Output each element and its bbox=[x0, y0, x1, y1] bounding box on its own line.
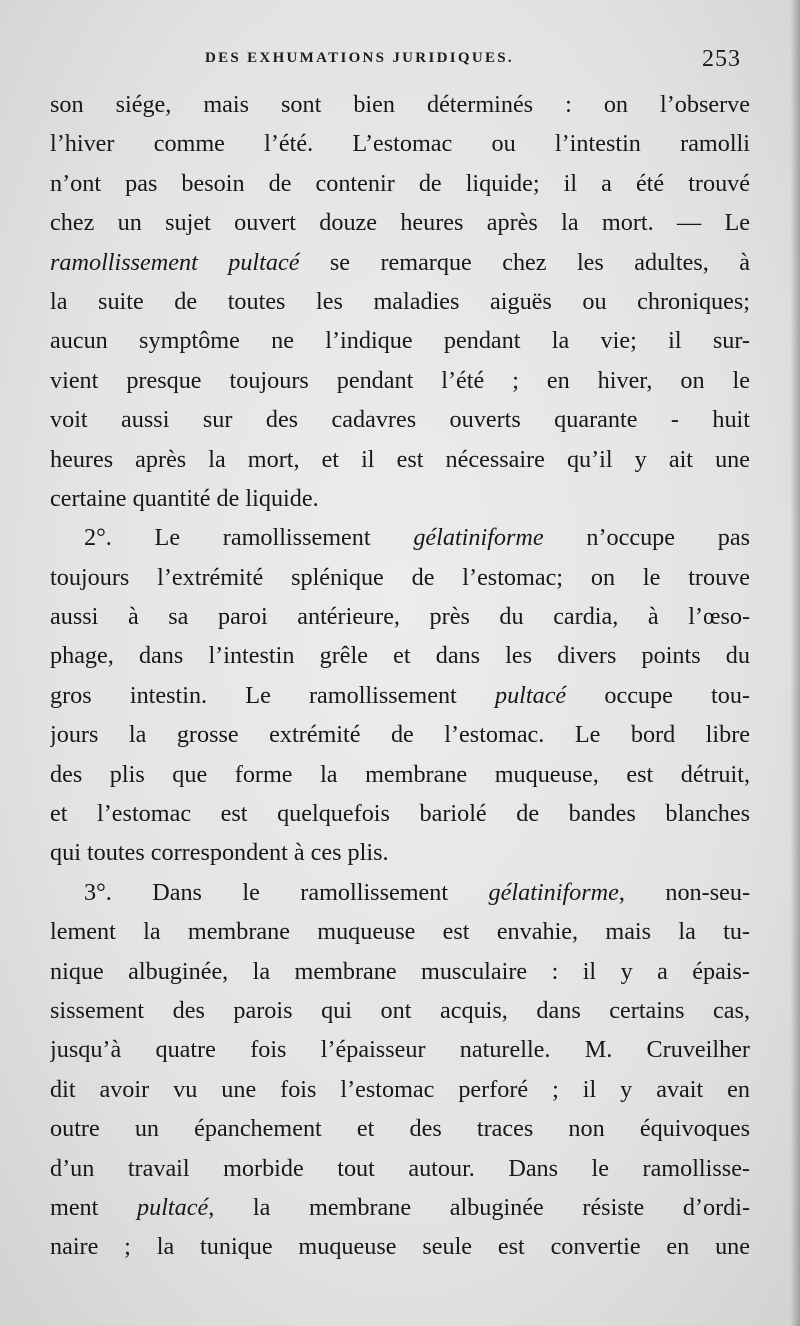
text-line bbox=[50, 124, 750, 163]
italic-text: gélatiniforme bbox=[413, 524, 544, 552]
text-run: la suite de toutes les maladies aiguës ou chroniques; bbox=[50, 287, 750, 315]
text-run: l’hiver comme l’été. L’estomac ou l’intestin ramolli bbox=[50, 130, 750, 158]
text-run: 3°. Dans le ramollissement bbox=[84, 878, 489, 906]
text-run: naire ; la tunique muqueuse seule est convertie en une bbox=[50, 1233, 750, 1261]
text-run: phage, dans l’intestin grêle et dans les divers points du bbox=[50, 642, 750, 670]
text-run: gros intestin. Le ramollissement bbox=[50, 681, 495, 709]
text-run: des plis que forme la membrane muqueuse, est détruit, bbox=[50, 760, 750, 788]
text-run: heures après la mort, et il est nécessaire qu’il y ait une bbox=[50, 445, 750, 473]
body-text bbox=[50, 85, 750, 1267]
text-line bbox=[50, 282, 750, 321]
text-line bbox=[50, 1149, 750, 1188]
text-run: son siége, mais sont bien déterminés : on l’observe bbox=[50, 91, 750, 118]
text-line bbox=[50, 833, 750, 872]
text-run: aucun symptôme ne l’indique pendant la vie; il sur- bbox=[50, 327, 750, 355]
italic-text: ramollissement pultacé bbox=[50, 248, 300, 276]
running-title: DES EXHUMATIONS JURIDIQUES. bbox=[205, 50, 514, 66]
page-number: 253 bbox=[702, 46, 741, 72]
text-line bbox=[50, 85, 750, 124]
text-line bbox=[50, 1030, 750, 1069]
text-line bbox=[50, 1188, 750, 1227]
text-line bbox=[50, 164, 750, 203]
italic-text: pultacé bbox=[137, 1193, 209, 1221]
text-line bbox=[50, 479, 750, 518]
text-run: d’un travail morbide tout autour. Dans le ramollisse- bbox=[50, 1154, 750, 1182]
text-line bbox=[50, 952, 750, 991]
page-edge-shadow bbox=[790, 0, 800, 1326]
text-run: toujours l’extrémité splénique de l’estomac; on le trouve bbox=[50, 563, 750, 591]
text-run: n’ont pas besoin de contenir de liquide; il a été trouvé bbox=[50, 169, 750, 197]
text-run: chez un sujet ouvert douze heures après la mort. — Le bbox=[50, 209, 750, 237]
text-run: et l’estomac est quelquefois bariolé de bandes blanches bbox=[50, 800, 750, 828]
text-line bbox=[50, 715, 750, 754]
text-run: qui toutes correspondent à ces plis. bbox=[50, 839, 389, 867]
text-line bbox=[50, 518, 750, 557]
text-line bbox=[50, 873, 750, 912]
text-run: sissement des parois qui ont acquis, dans certains cas, bbox=[50, 996, 750, 1024]
text-run: nique albuginée, la membrane musculaire : il y a épais- bbox=[50, 957, 750, 985]
text-line bbox=[50, 991, 750, 1030]
text-line bbox=[50, 361, 750, 400]
text-run: certaine quantité de liquide. bbox=[50, 484, 319, 512]
text-run: outre un épanchement et des traces non équivoques bbox=[50, 1115, 750, 1143]
italic-text: pultacé bbox=[494, 681, 567, 709]
text-run: voit aussi sur des cadavres ouverts quarante - huit bbox=[50, 406, 750, 434]
text-run: lement la membrane muqueuse est envahie, mais la tu- bbox=[50, 918, 750, 946]
text-run: jusqu’à quatre fois l’épaisseur naturelle. M. Cruveilher bbox=[50, 1036, 750, 1064]
text-line bbox=[50, 1070, 750, 1109]
text-run: , la membrane albuginée résiste d’ordi- bbox=[208, 1193, 750, 1221]
text-run: n’occupe pas bbox=[543, 524, 750, 552]
running-head bbox=[0, 46, 800, 76]
text-line bbox=[50, 1227, 750, 1266]
text-line bbox=[50, 558, 750, 597]
text-run: aussi à sa paroi antérieure, près du cardia, à l’œso- bbox=[50, 603, 750, 631]
text-run: dit avoir vu une fois l’estomac perforé ; il y avait en bbox=[50, 1075, 750, 1103]
text-run: 2°. Le ramollissement bbox=[84, 524, 414, 552]
text-run: ment bbox=[50, 1193, 138, 1221]
text-line bbox=[50, 321, 750, 360]
italic-text: gélatiniforme bbox=[488, 878, 619, 906]
text-line bbox=[50, 400, 750, 439]
text-line bbox=[50, 794, 750, 833]
text-run: , non-seu- bbox=[618, 878, 750, 906]
text-line bbox=[50, 676, 750, 715]
text-line bbox=[50, 440, 750, 479]
text-run: occupe tou- bbox=[566, 681, 750, 709]
text-line bbox=[50, 755, 750, 794]
text-line bbox=[50, 203, 750, 242]
text-line bbox=[50, 636, 750, 675]
text-line bbox=[50, 243, 750, 282]
text-line bbox=[50, 912, 750, 951]
text-run: vient presque toujours pendant l’été ; en hiver, on le bbox=[50, 366, 750, 394]
text-line bbox=[50, 597, 750, 636]
text-run: se remarque chez les adultes, à bbox=[299, 248, 750, 276]
text-line bbox=[50, 1109, 750, 1148]
text-run: jours la grosse extrémité de l’estomac. Le bord libre bbox=[50, 721, 750, 749]
